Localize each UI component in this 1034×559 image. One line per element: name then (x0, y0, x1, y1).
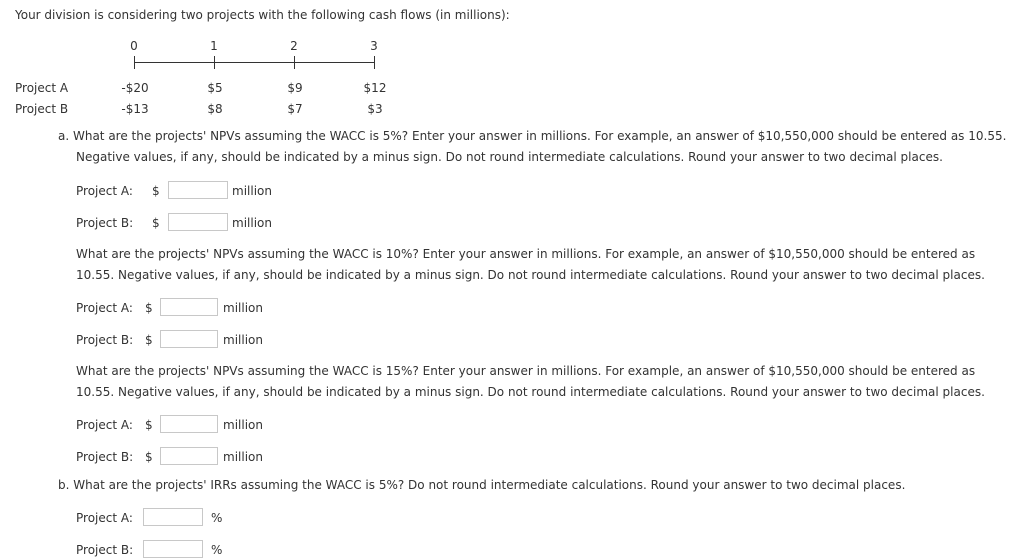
npv15-project-b-label: Project B: (76, 450, 134, 464)
dollar-sign: $ (145, 301, 153, 315)
npv10-project-b-input[interactable] (160, 330, 218, 348)
cash-flow-b-2: $7 (287, 102, 303, 116)
cash-flow-a-3: $12 (363, 81, 387, 95)
irr-project-b-input[interactable] (143, 540, 203, 558)
percent-label: % (211, 511, 223, 525)
dollar-sign: $ (145, 333, 153, 347)
question-b: b. What are the projects' IRRs assuming the WACC is 5%? Do not round intermediate calculations. Round your answer to two decimal places. (58, 478, 906, 492)
period-0: 0 (130, 39, 138, 53)
cash-flow-b-0: -$13 (121, 102, 149, 116)
timeline-tick (294, 56, 295, 69)
cash-flow-a-2: $9 (287, 81, 303, 95)
irr-project-a-label: Project A: (76, 511, 133, 525)
million-label: million (223, 450, 263, 464)
npv15-project-a-input[interactable] (160, 415, 218, 433)
period-2: 2 (290, 39, 298, 53)
timeline-line (134, 62, 374, 63)
cash-flow-a-1: $5 (207, 81, 223, 95)
question-a-10-line1: What are the projects' NPVs assuming the WACC is 10%? Enter your answer in millions. For example, an answer of $10,550,000 should be entered as (76, 247, 976, 261)
npv5-project-a-label: Project A: (76, 184, 133, 198)
dollar-sign: $ (145, 418, 153, 432)
million-label: million (223, 418, 263, 432)
npv10-project-a-input[interactable] (160, 298, 218, 316)
timeline-tick (134, 56, 135, 69)
dollar-sign: $ (152, 184, 160, 198)
row-label-project-b: Project B (15, 102, 69, 116)
period-1: 1 (210, 39, 218, 53)
million-label: million (223, 301, 263, 315)
period-3: 3 (370, 39, 378, 53)
timeline-tick (214, 56, 215, 69)
npv15-project-a-label: Project A: (76, 418, 133, 432)
dollar-sign: $ (145, 450, 153, 464)
cash-flow-b-3: $3 (367, 102, 383, 116)
cash-flow-a-0: -$20 (121, 81, 149, 95)
npv10-project-b-label: Project B: (76, 333, 134, 347)
percent-label: % (211, 543, 223, 557)
million-label: million (232, 216, 272, 230)
irr-project-b-label: Project B: (76, 543, 134, 557)
question-a-5-line1: a. What are the projects' NPVs assuming the WACC is 5%? Enter your answer in millions. For example, an answer of $10,550,000 should be entered as 10.55. (58, 129, 1007, 143)
row-label-project-a: Project A (15, 81, 69, 95)
irr-project-a-input[interactable] (143, 508, 203, 526)
npv15-project-b-input[interactable] (160, 447, 218, 465)
npv5-project-a-input[interactable] (168, 181, 228, 199)
intro-text: Your division is considering two projects with the following cash flows (in millions): (15, 8, 510, 22)
question-a-15-line1: What are the projects' NPVs assuming the WACC is 15%? Enter your answer in millions. For example, an answer of $10,550,000 should be entered as (76, 364, 976, 378)
npv5-project-b-label: Project B: (76, 216, 134, 230)
million-label: million (223, 333, 263, 347)
dollar-sign: $ (152, 216, 160, 230)
question-a-15-line2: 10.55. Negative values, if any, should be indicated by a minus sign. Do not round intermediate calculations. Round your answer to two decimal places. (76, 385, 985, 399)
npv5-project-b-input[interactable] (168, 213, 228, 231)
timeline-tick (374, 56, 375, 69)
npv10-project-a-label: Project A: (76, 301, 133, 315)
million-label: million (232, 184, 272, 198)
question-a-10-line2: 10.55. Negative values, if any, should be indicated by a minus sign. Do not round intermediate calculations. Round your answer to two decimal places. (76, 268, 985, 282)
question-a-5-line2: Negative values, if any, should be indicated by a minus sign. Do not round intermediate calculations. Round your answer to two decimal places. (76, 150, 943, 164)
cash-flow-b-1: $8 (207, 102, 223, 116)
